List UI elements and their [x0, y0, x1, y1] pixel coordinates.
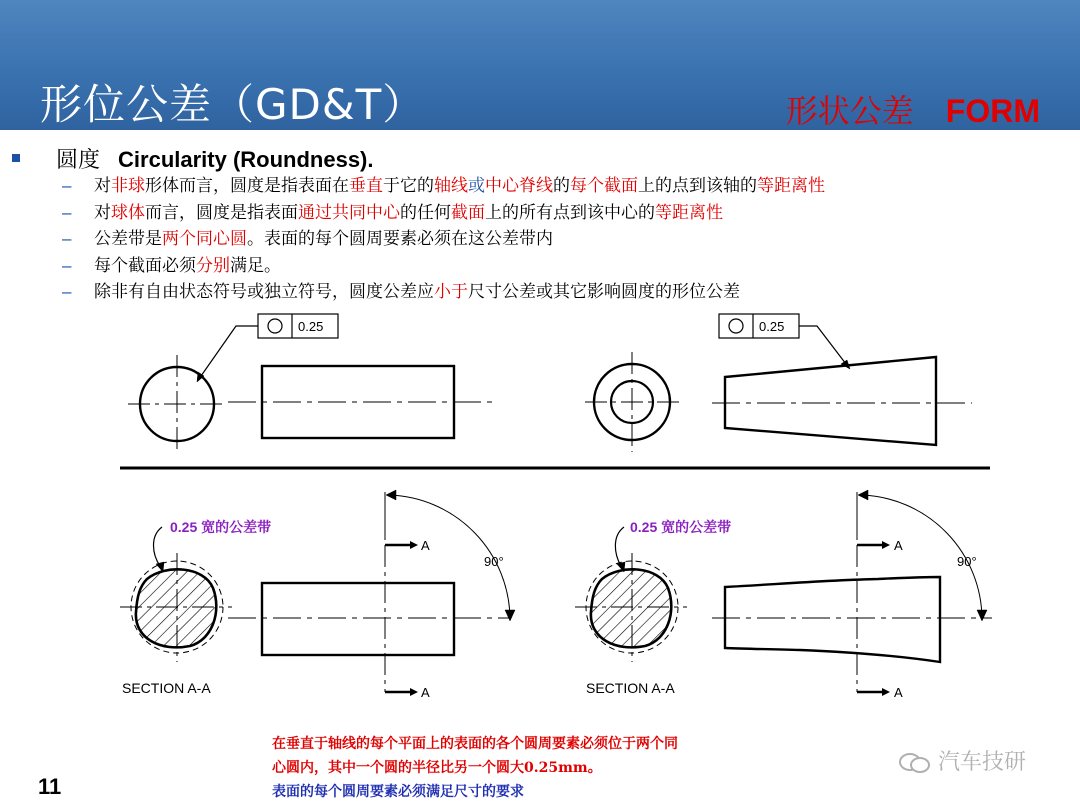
sub-bullet-text: 每个截面必须	[94, 255, 196, 276]
sub-bullet-text: 或	[468, 176, 485, 196]
page-number: 11	[38, 774, 62, 799]
sub-bullet-text: 等距离性	[757, 176, 825, 196]
circularity-symbol-icon	[268, 319, 282, 333]
sub-bullet-text: 小于	[434, 282, 468, 302]
sub-bullet-text: 。表面的每个圆周要素必须在这公差带内	[247, 229, 553, 249]
sub-bullet-text: 形体而言，圆度是指表面在	[145, 176, 349, 196]
sub-bullet-text: 对	[94, 202, 111, 223]
sub-bullet-text: 垂直	[349, 176, 383, 196]
fcf-right-value: 0.25	[759, 319, 785, 334]
sub-bullet-text: 球体	[111, 202, 145, 223]
sub-bullet-text: 的	[553, 176, 570, 196]
cylinder-end-view	[128, 355, 227, 452]
sub-bullet-item	[62, 226, 825, 253]
sub-bullet-text: 尺寸公差或其它影响圆度的形位公差	[468, 282, 740, 302]
explanation-note	[272, 732, 678, 804]
sub-bullet-text: 对	[94, 176, 111, 196]
watermark-text: 汽车技研	[938, 750, 1027, 775]
sub-bullet-text: 两个同心圆	[162, 229, 247, 249]
section-mark-a-bottom-left: A	[421, 685, 430, 700]
square-bullet-icon	[12, 154, 20, 162]
sub-bullet-text: 而言，圆度是指表面	[145, 202, 298, 223]
dash-bullet-icon: –	[62, 282, 72, 301]
sub-bullet-text: 的任何	[400, 202, 451, 223]
main-bullet	[12, 143, 374, 174]
sub-bullet-text: 满足。	[230, 255, 281, 276]
section-view-left	[120, 527, 232, 662]
note-line-3: 表面的每个圆周要素必须满足尺寸的要求	[272, 784, 524, 800]
section-label-left: SECTION A-A	[122, 680, 211, 696]
dash-bullet-icon: –	[62, 176, 72, 195]
zone-label-left: 0.25 宽的公差带	[170, 519, 272, 535]
sub-bullet-list	[62, 173, 825, 306]
section-mark-a-bottom-right: A	[894, 685, 903, 700]
title-banner	[0, 0, 1080, 130]
circularity-drawing	[0, 300, 1080, 720]
angle-label-left: 90°	[484, 554, 504, 569]
dash-bullet-icon: –	[62, 229, 72, 248]
slide-title: 形位公差（GD&T）	[40, 80, 426, 129]
main-bullet-en: Circularity (Roundness).	[118, 147, 374, 172]
cone-section-right	[712, 492, 992, 692]
fcf-left-value: 0.25	[298, 319, 324, 334]
note-line-1: 在垂直于轴线的每个平面上的表面的各个圆周要素必须位于两个同	[272, 736, 678, 752]
sub-bullet-text: 除非有自由状态符号或独立符号，圆度公差应	[94, 282, 434, 302]
section-mark-a-top-right: A	[894, 538, 903, 553]
sub-bullet-text: 轴线	[434, 176, 468, 196]
section-label-right: SECTION A-A	[586, 680, 675, 696]
sub-bullet-text: 等距离性	[655, 202, 723, 223]
sub-bullet-text: 非球	[111, 176, 145, 196]
watermark	[898, 745, 1026, 776]
section-mark-a-top-left: A	[421, 538, 430, 553]
dash-bullet-icon: –	[62, 255, 72, 275]
main-bullet-cn: 圆度	[56, 148, 101, 173]
sub-bullet-text: 通过共同中心	[298, 202, 400, 223]
note-line-2: 心圆内，其中一个圆的半径比另一个圆大0.25mm。	[272, 760, 602, 776]
sub-bullet-text: 分别	[196, 255, 230, 276]
angle-label-right: 90°	[957, 554, 977, 569]
sub-bullet-text: 公差带是	[94, 229, 162, 249]
sub-bullet-text: 上的所有点到该中心的	[485, 202, 655, 223]
category-label	[786, 86, 1040, 132]
wechat-icon	[898, 752, 932, 774]
section-view-right	[575, 527, 687, 662]
dash-bullet-icon: –	[62, 202, 72, 222]
sub-bullet-text: 上的点到该轴的	[638, 176, 757, 196]
sub-bullet-text: 截面	[451, 202, 485, 223]
category-cn: 形状公差	[785, 92, 914, 130]
category-en: FORM	[945, 93, 1040, 129]
sub-bullet-text: 中心脊线	[485, 176, 553, 196]
cone-side-view	[712, 357, 972, 445]
sub-bullet-item	[62, 173, 825, 200]
sub-bullet-item	[62, 253, 825, 280]
cylinder-side-view	[228, 366, 494, 438]
cone-end-view	[585, 352, 682, 452]
zone-label-right: 0.25 宽的公差带	[630, 519, 732, 535]
sub-bullet-text: 每个截面	[570, 176, 638, 196]
sub-bullet-text: 于它的	[383, 176, 434, 196]
sub-bullet-item	[62, 200, 825, 227]
